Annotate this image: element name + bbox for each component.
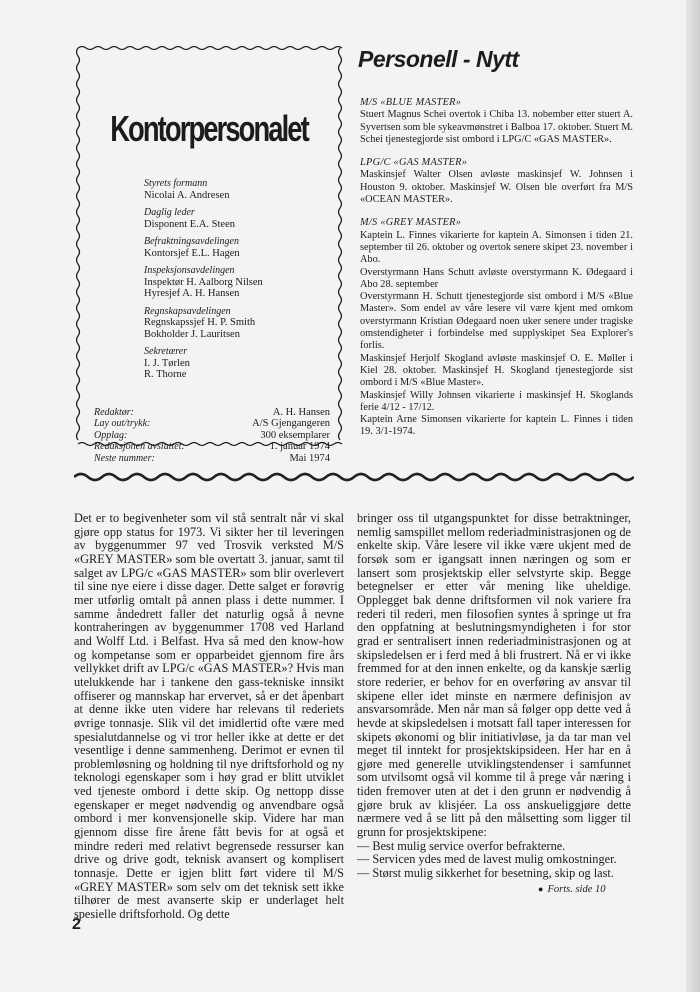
box-title: Kontorpersonalet [110,108,308,149]
imprint-value: 300 eksemplarer [260,429,330,441]
imprint-value: Mai 1974 [289,452,330,464]
imprint-value: 1. januar 1974 [269,441,330,453]
bullet-icon: ● [538,884,544,894]
staff-person: R. Thorne [144,369,187,380]
wavy-divider [74,470,634,484]
ship-heading: LPG/C «GAS MASTER» [360,157,468,169]
staff-person: Inspektør H. Aalborg Nilsen [144,276,263,288]
continued-text: Forts. side 10 [547,884,606,895]
staff-group [144,178,344,201]
staff-person: I. J. Tørlen [144,357,190,369]
page-edge-shadow [686,0,700,992]
staff-person: Regnskapssjef H. P. Smith [144,317,256,328]
staff-role: Sekretærer [144,346,188,357]
news-section [360,97,633,146]
news-paragraph: Overstyrmann Hans Schutt avløste overstyrmann K. Ødegaard i Abo 28. september [360,266,633,290]
goal-list-item: — Best mulig service overfor befrakterne. [357,838,566,853]
personell-title: Personell - Nytt [358,46,519,72]
article-paragraph: bringer oss til utgangspunktet for disse betraktninger, nemlig samspillet mellom rederiadministrasjonen og de enkelte skip. Våre lesere vil ikke være ukjent med de forsøk som er igangsatt innen næringen og som er lansert som prosjektskip eller selvstyrte skip. Begge betegnelser er etter vår mening like uheldige. Opplegget bak denne driftsformen vil nok variere fra rederi til rederi, men filosofien syntes å springe ut fra den oppfatning at beslutningsmyndigheten i for stor grad er sentralisert innen rederiadministrasjonen og at skipsledelsen er i ferd med å bli frustrert. Nå er vi ikke fremmed for at den innen enkelte, og da kanskje særlig store rederier, er behov for en overføring av ansvar til skipene eller idet minste en nærmere definisjon av ansvarsområde. Men når man så følger opp dette ved å hevde at skipsledelsen i motsatt fall taper interessen for skipets økonomi og blir initiativløse, ja da tar man vel meget til inntekt for prosjektskipsideen. Her har en å gjøre med generelle utviklingstendenser i samfunnet som utvilsomt også vil komme til å prege vår næring i tiden fremover uten at det i den grunn er nødvendig å gjøre bruk av klisjéer. La oss anskueliggjøre dette nærmere ved å se litt på den målsetting som ligger til grunn for prosjektskipene: [357,511,631,840]
staff-group [144,346,344,381]
ship-heading: M/S «GREY MASTER» [360,217,462,229]
personell-news [360,97,633,450]
staff-group [144,236,344,259]
imprint-value: A/S Gjengangeren [252,418,330,430]
staff-person: Bokholder J. Lauritsen [144,328,240,340]
goal-list-item: — Størst mulig sikkerhet for besetning, skip og last. [357,866,614,881]
article-column-right [357,512,631,881]
imprint-row [94,407,330,418]
staff-role: Inspeksjonsavdelingen [144,265,235,276]
news-paragraph: Maskinsjef Walter Olsen avløste maskinsjef W. Johnsen i Houston 9. oktober. Maskinsjef W. Olsen ble overført fra M/S «OCEAN MASTER». [360,169,633,206]
imprint-row [94,430,330,441]
imprint-key: Redaktør: [94,407,134,418]
continued-note [538,884,605,895]
news-paragraph: Overstyrmann H. Schutt tjenestegjorde sist ombord i M/S «Blue Master». Som endel av våre lesere vil være kjent med omkom overstyrmann Kristian Ødegaard noen uker senere under tragiske omstendigheter i forbindelse med supplyskipet Sea Explorer's forlis. [360,291,633,352]
news-section [360,157,633,206]
imprint-key: Redaksjonen avsluttet: [94,441,185,453]
imprint-key: Opplag: [94,429,128,441]
staff-person: Kontorsjef E.L. Hagen [144,247,240,259]
news-paragraph: Stuert Magnus Schei overtok i Chiba 13. nobember etter stuert A. Syvertsen som ble sykeavmønstret i Balboa 17. oktober. Stuert M. Schei tjenestegjorde sist ombord i LPG/C «GAS MASTER». [360,109,633,145]
news-paragraph: Maskinsjef Willy Johnsen vikarierte i maskinsjef H. Skoglands ferie 4/12 - 17/12. [360,389,633,413]
news-paragraph: Maskinsjef Herjolf Skogland avløste maskinsjef O. E. Møller i Kiel 28. oktober. Maskinsjef H. Skogland tjenestegjorde sist ombord i M/S «Blue Master». [360,352,633,389]
news-paragraph: Kaptein Arne Simonsen vikarierte for kaptein L. Finnes i tiden 19. 3/1-1974. [360,414,633,438]
imprint-row [94,418,330,429]
staff-role: Befraktningsavdelingen [144,236,239,247]
goal-list-item: — Servicen ydes med de lavest mulig omkostninger. [357,852,617,867]
imprint-value: A. H. Hansen [272,407,330,418]
staff-list [144,178,344,387]
staff-person: Nicolai A. Andresen [144,189,230,201]
news-paragraph: Kaptein L. Finnes vikarierte for kaptein A. Simonsen i tiden 21. september til 26. oktober og overtok senere skipet 23. november i Abo. [360,229,633,266]
staff-group [144,207,344,230]
imprint-row [94,441,330,452]
staff-role: Daglig leder [144,207,195,218]
news-section [360,217,633,438]
staff-group [144,306,344,341]
staff-role: Regnskapsavdelingen [144,305,231,317]
staff-group [144,265,344,300]
imprint-key: Lay out/trykk: [94,418,151,430]
staff-person: Hyresjef A. H. Hansen [144,288,240,299]
staff-box [74,44,344,464]
page-number: 2 [72,916,81,933]
imprint [94,407,330,464]
imprint-row [94,453,330,464]
ship-heading: M/S «BLUE MASTER» [360,97,462,108]
staff-person: Disponent E.A. Steen [144,218,235,230]
imprint-key: Neste nummer: [94,452,155,464]
staff-role: Styrets formann [144,178,208,189]
article-column-left [74,512,344,922]
article-paragraph: Det er to begivenheter som vil stå sentralt når vi skal gjøre opp status for 1973. Vi sikter her til leveringen av byggenummer 97 ved Trosvik verksted M/S «GREY MASTER» som ble overtatt 3. januar, samt til salget av LPG/c «GAS MASTER» som blir overlevert til sine nye eiere i disse dager. Dette salget er forøvrig mer utførlig omtalt på annen plass i dette nummer. I samme åndedrett faller det naturlig også å nevne kontraheringen av byggenummer 1708 ved Harland and Wolff Ltd. i Belfast. Hva så med den know-how og kompetanse som er opparbeidet gjennom fire års vellykket drift av LPG/c «GAS MASTER»? Hvis man utelukkende har i tankene den gass-tekniske innsikt offiserer og mannskap har ervervet, så er det åpenbart at denne ikke uten videre har relevans til rederiets øvrige tonnasje. Slik vil det imidlertid ofte være med spesialutdannelse og vi tror heller ikke at dette er det vesentlige i denne sammenheng. Derimot er evnen til problemløsning og holdning til nye driftsforhold og ny teknologi egenskaper som i høy grad er blitt utviklet ved tjeneste ombord i dette skip. Og nettopp disse egenskaper er meget nødvendig og anvendbare også ombord i mer konvensjonelle skip. Videre har man gjennom disse fire årene fått bevis for at også et mindre rederi med relativt begrensede ressurser kan drive og drive godt, teknisk avansert og komplisert tonnasje. Dette er igjen blitt ført videre til M/S «GREY MASTER» som selv om det teknisk sett ikke tilhører de mest avanserte skip er underlaget helt spesielle driftsforhold. Og dette [74,511,344,922]
